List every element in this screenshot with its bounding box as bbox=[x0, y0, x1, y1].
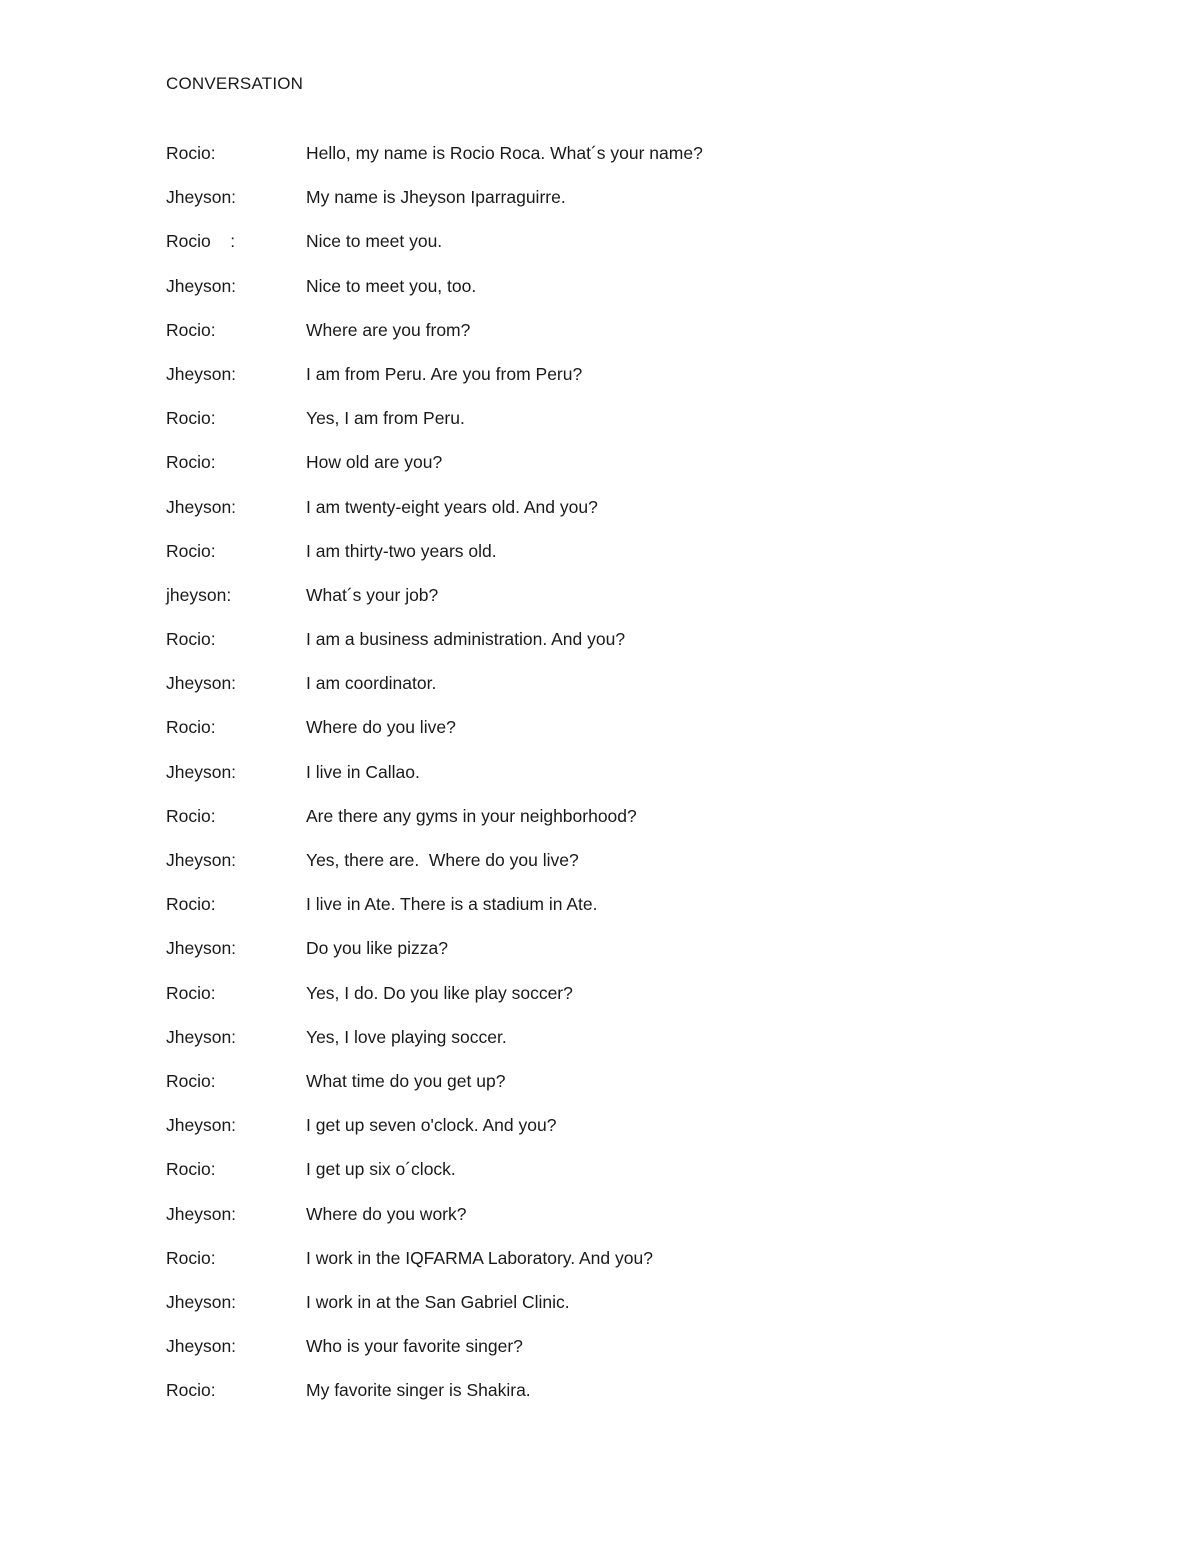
speaker-name: Rocio: bbox=[166, 319, 216, 340]
utterance-text: Nice to meet you. bbox=[306, 231, 443, 252]
speaker-name: Jheyson: bbox=[166, 1203, 237, 1224]
utterance-text: Where do you work? bbox=[306, 1203, 467, 1224]
speaker-name: Rocio: bbox=[166, 805, 216, 826]
speaker-name: Rocio: bbox=[166, 629, 216, 650]
speaker-name: Jheyson: bbox=[166, 275, 237, 296]
utterance-text: I am twenty-eight years old. And you? bbox=[306, 496, 598, 517]
utterance-text: I work in the IQFARMA Laboratory. And you? bbox=[306, 1247, 653, 1268]
dialogue-line bbox=[166, 274, 1066, 318]
utterance-text: Where do you live? bbox=[306, 717, 456, 738]
speaker-name: Jheyson: bbox=[166, 1336, 237, 1357]
dialogue-line bbox=[166, 583, 1066, 627]
speaker-name: Rocio: bbox=[166, 717, 216, 738]
speaker-name: Rocio: bbox=[166, 1380, 216, 1401]
utterance-text: Where are you from? bbox=[306, 319, 471, 340]
dialogue-line bbox=[166, 1113, 1066, 1157]
dialogue-line bbox=[166, 671, 1066, 715]
utterance-text: Nice to meet you, too. bbox=[306, 275, 477, 296]
dialogue-line bbox=[166, 1378, 1066, 1422]
dialogue-line bbox=[166, 185, 1066, 229]
dialogue-line bbox=[166, 362, 1066, 406]
utterance-text: I am from Peru. Are you from Peru? bbox=[306, 363, 583, 384]
speaker-name: Rocio: bbox=[166, 540, 216, 561]
speaker-name: Jheyson: bbox=[166, 187, 237, 208]
speaker-name: Jheyson: bbox=[166, 1291, 237, 1312]
utterance-text: Yes, I am from Peru. bbox=[306, 408, 465, 429]
dialogue-line bbox=[166, 1290, 1066, 1334]
speaker-name: Rocio: bbox=[166, 408, 216, 429]
dialogue-line bbox=[166, 1069, 1066, 1113]
speaker-name: Rocio: bbox=[166, 143, 216, 163]
dialogue-list bbox=[166, 141, 1066, 1422]
dialogue-line bbox=[166, 318, 1066, 362]
dialogue-line bbox=[166, 936, 1066, 980]
speaker-name: Jheyson: bbox=[166, 850, 237, 870]
speaker-name: Rocio : bbox=[166, 231, 236, 252]
speaker-name: Jheyson: bbox=[166, 673, 237, 694]
document-title: CONVERSATION bbox=[166, 74, 304, 93]
dialogue-line bbox=[166, 981, 1066, 1025]
utterance-text: My favorite singer is Shakira. bbox=[306, 1380, 531, 1401]
utterance-text: My name is Jheyson Iparraguirre. bbox=[306, 187, 566, 208]
dialogue-line bbox=[166, 450, 1066, 494]
dialogue-line bbox=[166, 848, 1066, 892]
dialogue-line bbox=[166, 1157, 1066, 1201]
dialogue-line bbox=[166, 406, 1066, 450]
utterance-text: Who is your favorite singer? bbox=[306, 1336, 523, 1357]
dialogue-line bbox=[166, 539, 1066, 583]
dialogue-line bbox=[166, 804, 1066, 848]
utterance-text: Do you like pizza? bbox=[306, 938, 449, 959]
dialogue-line bbox=[166, 715, 1066, 759]
utterance-text: What´s your job? bbox=[306, 584, 439, 605]
utterance-text: I live in Callao. bbox=[306, 761, 420, 782]
dialogue-line bbox=[166, 495, 1066, 539]
dialogue-line bbox=[166, 760, 1066, 804]
speaker-name: Rocio: bbox=[166, 452, 216, 473]
dialogue-line bbox=[166, 1202, 1066, 1246]
utterance-text: I get up seven o'clock. And you? bbox=[306, 1115, 557, 1136]
utterance-text: Yes, I do. Do you like play soccer? bbox=[306, 982, 573, 1003]
speaker-name: Rocio: bbox=[166, 982, 216, 1003]
speaker-name: Jheyson: bbox=[166, 938, 237, 959]
utterance-text: I am thirty-two years old. bbox=[306, 540, 497, 561]
dialogue-line bbox=[166, 892, 1066, 936]
utterance-text: Yes, there are. Where do you live? bbox=[306, 850, 579, 870]
speaker-name: Rocio: bbox=[166, 1159, 216, 1180]
dialogue-line bbox=[166, 1246, 1066, 1290]
speaker-name: Jheyson: bbox=[166, 761, 237, 782]
dialogue-line bbox=[166, 1334, 1066, 1378]
dialogue-line bbox=[166, 229, 1066, 273]
speaker-name: Jheyson: bbox=[166, 496, 237, 517]
speaker-name: Rocio: bbox=[166, 1070, 216, 1091]
utterance-text: I work in at the San Gabriel Clinic. bbox=[306, 1291, 570, 1312]
speaker-name: Jheyson: bbox=[166, 363, 237, 384]
utterance-text: Hello, my name is Rocio Roca. What´s your name? bbox=[306, 143, 703, 163]
utterance-text: Yes, I love playing soccer. bbox=[306, 1026, 507, 1047]
dialogue-line bbox=[166, 1025, 1066, 1069]
speaker-name: Jheyson: bbox=[166, 1026, 237, 1047]
speaker-name: Rocio: bbox=[166, 1247, 216, 1268]
utterance-text: What time do you get up? bbox=[306, 1070, 506, 1091]
utterance-text: I am coordinator. bbox=[306, 673, 437, 694]
utterance-text: How old are you? bbox=[306, 452, 443, 473]
speaker-name: Rocio: bbox=[166, 894, 216, 915]
utterance-text: I am a business administration. And you? bbox=[306, 629, 626, 650]
speaker-name: jheyson: bbox=[166, 584, 232, 605]
dialogue-line bbox=[166, 141, 1066, 185]
utterance-text: I get up six o´clock. bbox=[306, 1159, 456, 1180]
utterance-text: Are there any gyms in your neighborhood? bbox=[306, 805, 637, 826]
dialogue-line bbox=[166, 627, 1066, 671]
speaker-name: Jheyson: bbox=[166, 1115, 237, 1136]
utterance-text: I live in Ate. There is a stadium in Ate. bbox=[306, 894, 598, 915]
